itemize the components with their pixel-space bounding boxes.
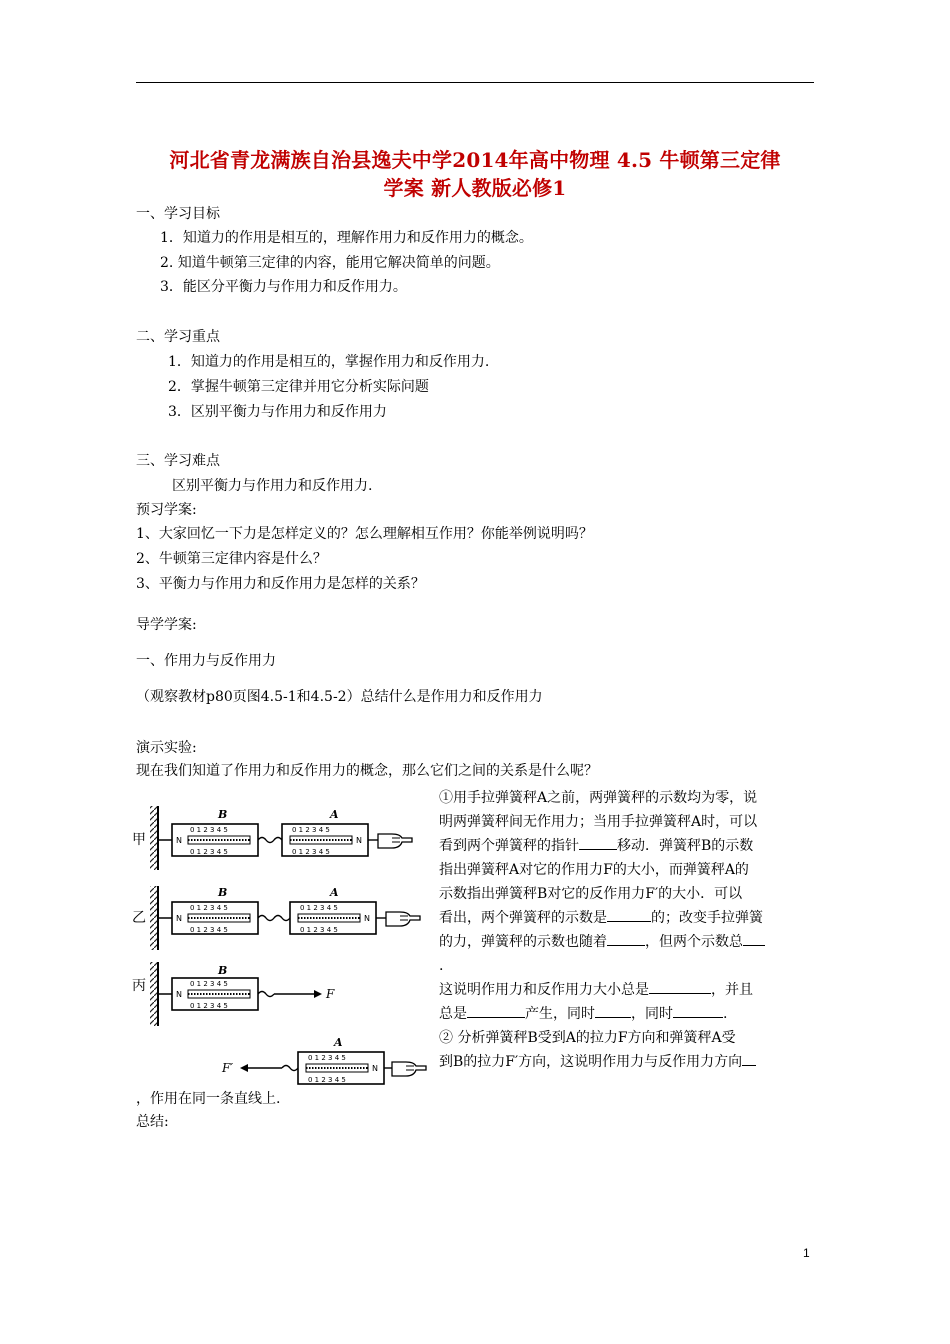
guide-subheading: 一、作用力与反作用力 [136, 653, 276, 669]
para-line: 到B的拉力F′方向，这说明作用力与反作用力方向 [439, 1050, 817, 1074]
answer-blank[interactable] [607, 907, 651, 922]
summary-heading: 总结: [136, 1114, 169, 1130]
wall-yi [150, 886, 158, 950]
goal-item: 2. 知道牛顿第三定律的内容，能用它解决简单的问题。 [160, 255, 500, 271]
title-line-2: 学案 新人教版必修1 [383, 176, 567, 200]
goal-item: 3．能区分平衡力与作用力和反作用力。 [160, 279, 407, 295]
para-line: 总是 产生，同时 ，同时 . [439, 1002, 817, 1026]
observe-text: （观察教材p80页图4.5-1和4.5-2）总结什么是作用力和反作用力 [136, 689, 543, 705]
scale-bottom-b-jia: 0 1 2 3 4 5 [190, 848, 228, 856]
wall-jia [150, 806, 158, 870]
key-item: 1．知道力的作用是相互的，掌握作用力和反作用力. [168, 354, 490, 370]
force-arrow-f-prime [240, 1064, 282, 1072]
wall-bing [150, 962, 158, 1026]
preview-question: 1、大家回忆一下力是怎样定义的？怎么理解相互作用？你能举例说明吗？ [136, 526, 593, 542]
scale-n-a-yi: N [364, 914, 370, 923]
label-f: F [326, 987, 335, 1001]
para-line: 这说明作用力和反作用力大小总是 ，并且 [439, 978, 817, 1002]
scale-n-a-jia: N [356, 836, 362, 845]
spring-balance-a-jia [282, 824, 368, 856]
hand-icon [392, 1062, 426, 1076]
document-title [136, 146, 814, 202]
para-line: 指出弹簧秤A对它的作用力F的大小，而弹簧秤A的 [439, 862, 749, 878]
scale-top-a-bing: 0 1 2 3 4 5 [308, 1054, 346, 1062]
answer-blank[interactable] [467, 1003, 525, 1018]
para-line: 明两弹簧秤间无作用力；当用手拉弹簧秤A时，可以 [439, 814, 758, 830]
para-line: 看出，两个弹簧秤的示数是 的；改变手拉弹簧 [439, 906, 817, 930]
spring-balance-b-jia [172, 824, 258, 856]
answer-blank[interactable] [579, 835, 617, 850]
force-arrow-f [274, 990, 322, 998]
label-a-jia: A [330, 808, 339, 821]
label-f-prime: F′ [222, 1061, 234, 1075]
page-number: 1 [803, 1246, 810, 1260]
answer-blank[interactable] [607, 931, 645, 946]
guide-heading: 导学学案: [136, 617, 197, 633]
label-b-bing: B [218, 964, 228, 977]
key-heading: 二、学习重点 [136, 329, 220, 345]
row-label-bing: 丙 [132, 978, 146, 994]
answer-blank[interactable] [673, 1003, 723, 1018]
difficulty-heading: 三、学习难点 [136, 453, 220, 469]
scale-top-b-yi: 0 1 2 3 4 5 [190, 904, 228, 912]
answer-blank[interactable] [595, 1003, 631, 1018]
scale-bottom-a-yi: 0 1 2 3 4 5 [300, 926, 338, 934]
para-line: 的力，弹簧秤的示数也随着 ，但两个示数总 [439, 930, 817, 954]
para-line: 示数指出弹簧秤B对它的反作用力F′的大小．可以 [439, 886, 743, 902]
spring-balance-b-yi [172, 902, 258, 934]
preview-question: 3、平衡力与作用力和反作用力是怎样的关系？ [136, 576, 425, 592]
para-line: 看到两个弹簧秤的指针 移动．弹簧秤B的示数 [439, 834, 817, 858]
key-item: 3．区别平衡力与作用力和反作用力 [168, 404, 387, 420]
scale-n-b-bing: N [176, 990, 182, 999]
scale-bottom-b-bing: 0 1 2 3 4 5 [190, 1002, 228, 1010]
spring-balance-figure [130, 798, 432, 1092]
label-b-jia: B [218, 808, 228, 821]
goals-heading: 一、学习目标 [136, 206, 220, 222]
scale-top-a-yi: 0 1 2 3 4 5 [300, 904, 338, 912]
answer-blank[interactable] [742, 1051, 756, 1066]
answer-blank[interactable] [743, 931, 765, 946]
scale-n-b-jia: N [176, 836, 182, 845]
scale-bottom-a-jia: 0 1 2 3 4 5 [292, 848, 330, 856]
scale-top-b-bing: 0 1 2 3 4 5 [190, 980, 228, 988]
header-rule [136, 82, 814, 83]
spring-balance-b-bing [172, 978, 258, 1010]
spring-balance-a-yi [290, 902, 376, 934]
label-b-yi: B [218, 886, 228, 899]
hand-icon [386, 912, 420, 926]
demo-question: 现在我们知道了作用力和反作用力的概念，那么它们之间的关系是什么呢？ [136, 763, 598, 779]
label-a-yi: A [330, 886, 339, 899]
difficulty-text: 区别平衡力与作用力和反作用力. [172, 478, 373, 494]
tail-text: ，作用在同一条直线上. [136, 1091, 281, 1107]
row-label-jia: 甲 [132, 832, 146, 848]
title-line-1: 河北省青龙满族自治县逸夫中学2014年高中物理 4.5 牛顿第三定律 [169, 148, 781, 172]
spring-balance-a-bing [298, 1052, 384, 1084]
scale-top-a-jia: 0 1 2 3 4 5 [292, 826, 330, 834]
para-line: ② 分析弹簧秤B受到A的拉力F方向和弹簧秤A受 [439, 1030, 736, 1046]
demo-heading: 演示实验: [136, 740, 197, 756]
scale-bottom-a-bing: 0 1 2 3 4 5 [308, 1076, 346, 1084]
scale-top-b-jia: 0 1 2 3 4 5 [190, 826, 228, 834]
para-line: . [439, 958, 444, 974]
row-label-yi: 乙 [132, 910, 146, 926]
preview-question: 2、牛顿第三定律内容是什么？ [136, 551, 327, 567]
spring-balance-diagram [130, 798, 432, 1092]
key-item: 2．掌握牛顿第三定律并用它分析实际问题 [168, 379, 429, 395]
hand-icon [378, 834, 412, 848]
answer-blank[interactable] [649, 979, 711, 994]
preview-heading: 预习学案: [136, 502, 197, 518]
goal-item: 1．知道力的作用是相互的，理解作用力和反作用力的概念。 [160, 230, 533, 246]
label-a-bing: A [334, 1036, 343, 1049]
scale-n-b-yi: N [176, 914, 182, 923]
para-line: ①用手拉弹簧秤A之前，两弹簧秤的示数均为零，说 [439, 790, 758, 806]
experiment-paragraph [439, 786, 817, 1074]
scale-bottom-b-yi: 0 1 2 3 4 5 [190, 926, 228, 934]
scale-n-a-bing: N [372, 1064, 378, 1073]
